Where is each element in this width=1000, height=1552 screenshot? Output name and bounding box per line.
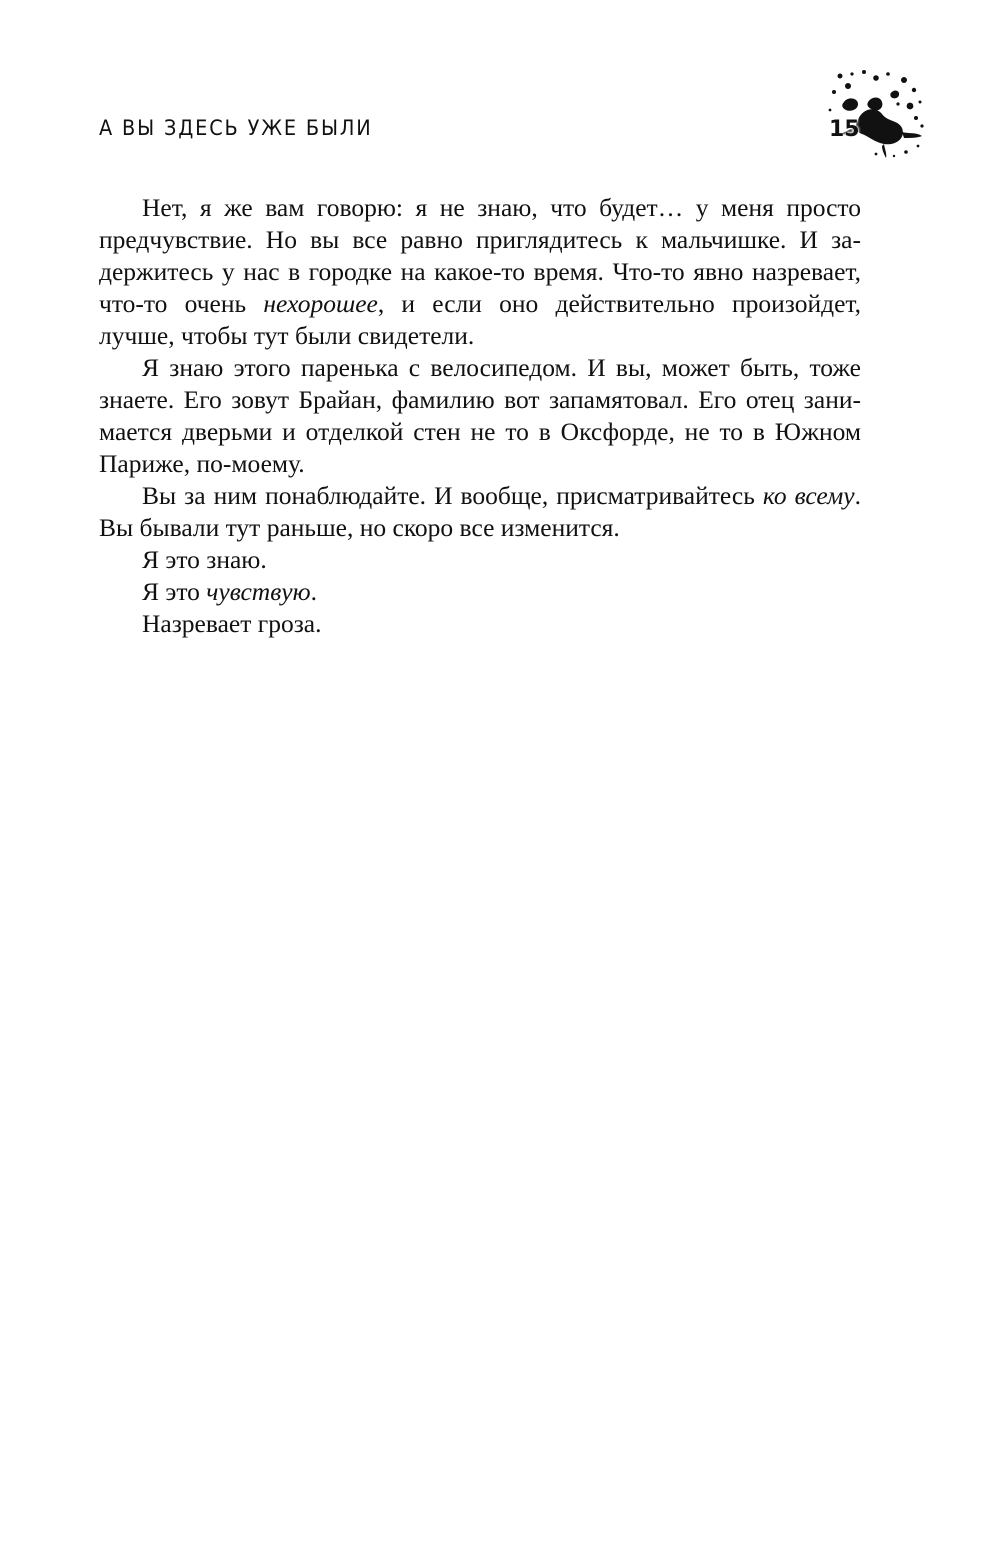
paragraph bbox=[99, 192, 861, 352]
text-run: Назревает гроза. bbox=[142, 609, 322, 638]
body-text bbox=[99, 192, 861, 640]
text-run: . Вы бывали тут раньше, но скоро все изменится. bbox=[99, 481, 861, 542]
page-number: 15 bbox=[829, 117, 860, 142]
italic-text-run: нехорошее bbox=[263, 289, 378, 318]
paragraph bbox=[99, 480, 861, 544]
text-run: Вы за ним понаблюдайте. И вообще, присматривайтесь bbox=[142, 481, 763, 510]
italic-text-run: ко всему bbox=[762, 481, 855, 510]
text-run: . bbox=[310, 577, 317, 606]
paragraph bbox=[99, 544, 861, 576]
text-run: Я это bbox=[142, 577, 207, 606]
running-header: А ВЫ ЗДЕСЬ УЖЕ БЫЛИ bbox=[99, 116, 373, 140]
paragraph bbox=[99, 576, 861, 608]
text-run: Нет, я же вам говорю: я не знаю, что будет… у меня просто предчувствие. Но вы все равно приглядитесь к мальчишке. И задержитесь у нас в городке на какое-то время. Что-то явно назревает, что-то очень bbox=[99, 193, 861, 318]
italic-text-run: чувствую bbox=[206, 577, 311, 606]
text-run: Я знаю этого паренька с велосипедом. И вы, может быть, тоже знаете. Его зовут Брайан, фамилию вот запамятовал. Его отец занимается дверьми и отделкой стен не то в Оксфорде, не то в Южном Париже, по-моему. bbox=[99, 353, 861, 478]
text-run: , и если оно действительно произойдет, лучше, чтобы тут были свидетели. bbox=[99, 289, 861, 350]
text-run: Я это знаю. bbox=[142, 545, 267, 574]
paragraph bbox=[99, 352, 861, 480]
paragraph bbox=[99, 608, 861, 640]
ink-splatter-icon bbox=[818, 62, 928, 162]
